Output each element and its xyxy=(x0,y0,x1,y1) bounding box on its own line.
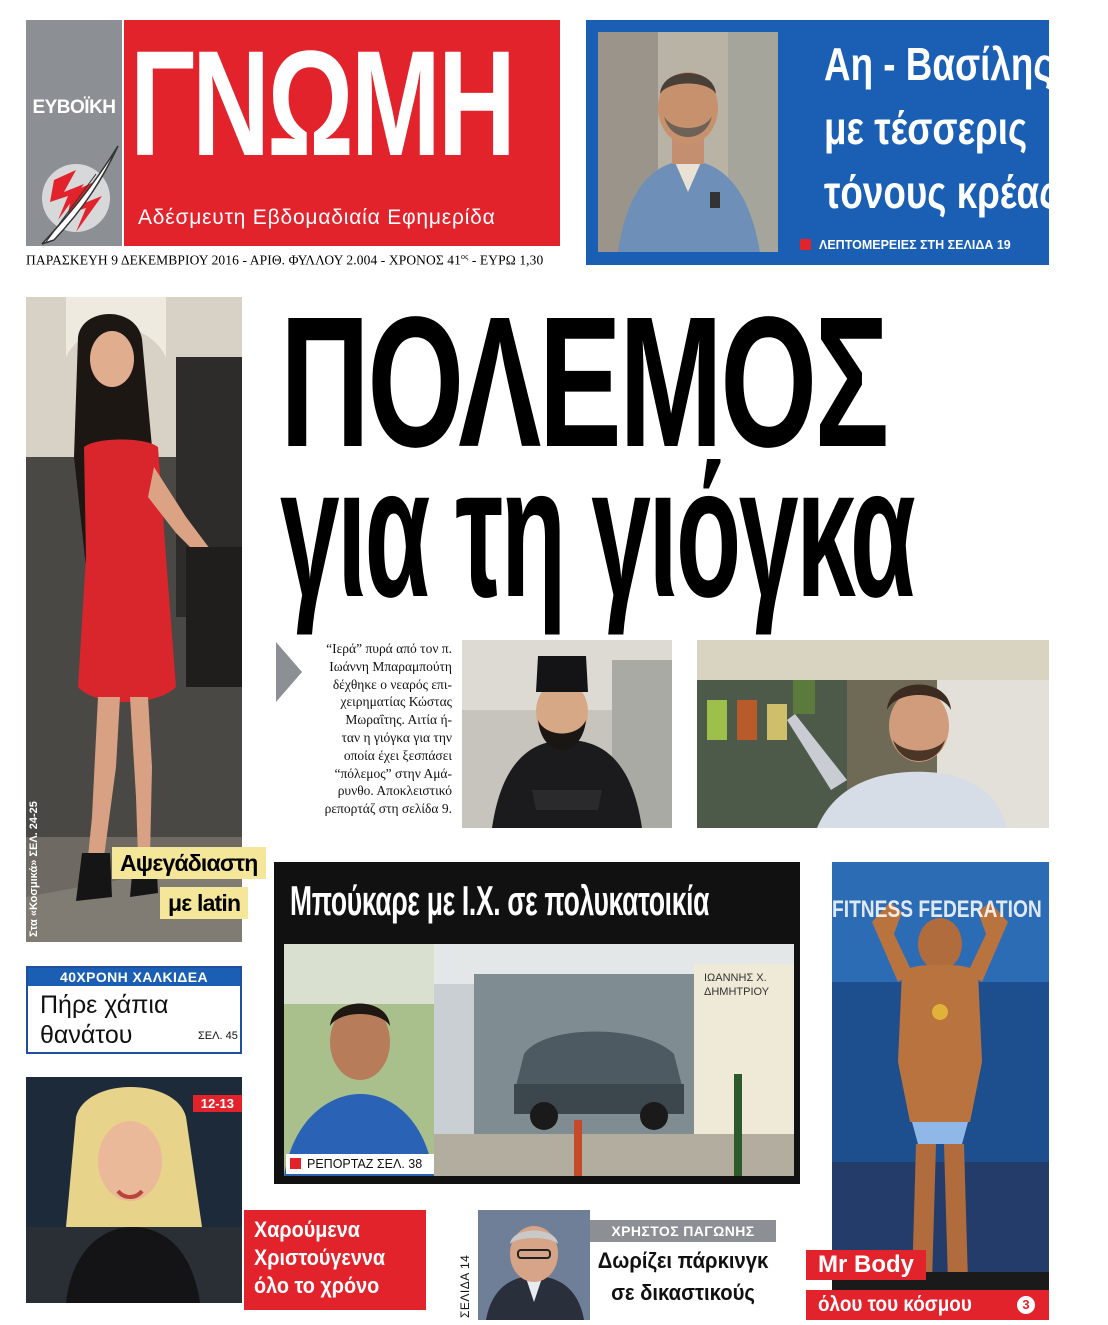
lead-line: οποία έχει ξεσπάσει xyxy=(343,747,452,763)
page-number-badge-icon: 3 xyxy=(1017,1296,1035,1314)
young-man-photo xyxy=(284,944,434,1176)
chalkida-line2: θανάτου xyxy=(40,1021,133,1049)
quill-lightning-logo xyxy=(36,140,120,250)
xmas-woman-photo[interactable] xyxy=(26,1077,242,1303)
masthead-red-block xyxy=(124,20,560,246)
priest-photo[interactable] xyxy=(462,640,672,828)
issue-line xyxy=(26,252,566,269)
masthead-subtitle: Αδέσμευτη Εβδομαδιαία Εφημερίδα xyxy=(138,206,496,229)
pagonis-line2: σε δικαστικούς xyxy=(611,1280,755,1305)
chalkida-box[interactable] xyxy=(26,966,242,1054)
pagonis-side-page: ΣΕΛΙΔΑ 14 xyxy=(458,1254,472,1318)
lead-line: χειρηματίας Κώστας xyxy=(340,694,452,710)
xmas-page-tag: 12-13 xyxy=(193,1095,242,1112)
top-story-ref xyxy=(800,238,1040,252)
sign-line2: ΔΗΜΗΤΡΙΟΥ xyxy=(704,986,770,998)
lead-text xyxy=(290,640,452,818)
chalkida-line1: Πήρε χάπια xyxy=(40,991,169,1019)
lead-line: ρεπορτάζ στη σελίδα 9. xyxy=(324,801,452,817)
pagonis-kicker: ΧΡΗΣΤΟΣ ΠΑΓΩΝΗΣ xyxy=(590,1220,776,1242)
pagonis-photo[interactable] xyxy=(478,1210,590,1320)
xmas-line1: Χαρούμενα xyxy=(254,1217,360,1242)
mrbody-line2: όλου του κόσμου xyxy=(818,1293,972,1316)
left-photo-label2: με latin xyxy=(160,887,248,919)
chalkida-page: ΣΕΛ. 45 xyxy=(198,1030,238,1042)
crash-ref xyxy=(286,1154,434,1174)
sign-line1: ΙΩΑΝΝΗΣ Χ. xyxy=(704,972,767,984)
top-story-ref-text: ΛΕΠΤΟΜΕΡΕΙΕΣ ΣΤΗ ΣΕΛΙΔΑ 19 xyxy=(819,238,1011,252)
bodybuilder-photo[interactable] xyxy=(832,862,1049,1308)
crash-box[interactable] xyxy=(274,862,800,1184)
chalkida-kicker: 40ΧΡΟΝΗ ΧΑΛΚΙΔΕΑ xyxy=(28,968,240,986)
car-crash-photo xyxy=(434,944,794,1176)
masthead-title: ΓΝΩΜΗ xyxy=(130,19,514,187)
lead-line: Μωραΐτης. Αιτία ή- xyxy=(345,712,452,728)
bullet-square-icon xyxy=(800,239,811,250)
lead-line: δέχθηκε ο νεαρός επι- xyxy=(332,676,452,692)
mrbody-banner: FITNESS FEDERATION xyxy=(832,896,1042,923)
top-story-line3: τόνους κρέας xyxy=(824,166,1059,218)
top-story-photo xyxy=(598,32,778,252)
issue-price: - ΕΥΡΩ 1,30 xyxy=(468,252,544,268)
lead-line: “Ιερά” πυρά από τον π. xyxy=(326,641,452,656)
headline-line1: ΠΟΛΕΜΟΣ xyxy=(280,279,887,486)
left-photo-label1: Αψεγάδιαστη xyxy=(112,847,266,879)
left-woman-photo[interactable] xyxy=(26,297,258,942)
lead-line: “πόλεμος” στην Αμά- xyxy=(334,765,452,781)
masthead-gray-block xyxy=(26,20,122,246)
xmas-line3: όλο το χρόνο xyxy=(254,1273,380,1298)
issue-sup: ος xyxy=(461,252,469,261)
pagonis-line1: Δωρίζει πάρκινγκ xyxy=(597,1248,769,1273)
xmas-label-box xyxy=(244,1210,426,1310)
top-story-line1: Αη - Βασίλης xyxy=(824,38,1053,90)
left-photo-side-caption: Στα «Κοσμικά» ΣΕΛ. 24-25 xyxy=(28,801,40,937)
businessman-photo[interactable] xyxy=(697,640,1049,828)
crash-ref-text: ΡΕΠΟΡΤΑΖ ΣΕΛ. 38 xyxy=(307,1157,423,1171)
headline-line2: για τη γιόγκα xyxy=(280,429,914,636)
mrbody-label: Mr Body xyxy=(806,1250,926,1280)
masthead-region: ΕΥΒΟΪΚΗ xyxy=(32,97,116,118)
lead-line: ταν η γιόγκα για την xyxy=(341,729,452,745)
lead-line: ρυνθο. Αποκλειστικό xyxy=(337,783,452,799)
top-story-box[interactable] xyxy=(586,20,1059,265)
issue-text: ΠΑΡΑΣΚΕΥΗ 9 ΔΕΚΕΜΒΡΙΟΥ 2016 - ΑΡΙΘ. ΦΥΛΛΟΥ 2.004 - ΧΡΟΝΟΣ 41 xyxy=(26,252,461,268)
top-story-line2: με τέσσερις xyxy=(824,102,1028,154)
crash-title: Μπούκαρε με Ι.Χ. σε πολυκατοικία xyxy=(290,877,710,924)
mrbody-sub xyxy=(806,1290,1049,1320)
xmas-line2: Χριστούγεννα xyxy=(254,1245,386,1270)
lead-line: Ιωάννη Μπαραμπούτη xyxy=(329,658,452,674)
bullet-square-icon xyxy=(290,1158,301,1169)
